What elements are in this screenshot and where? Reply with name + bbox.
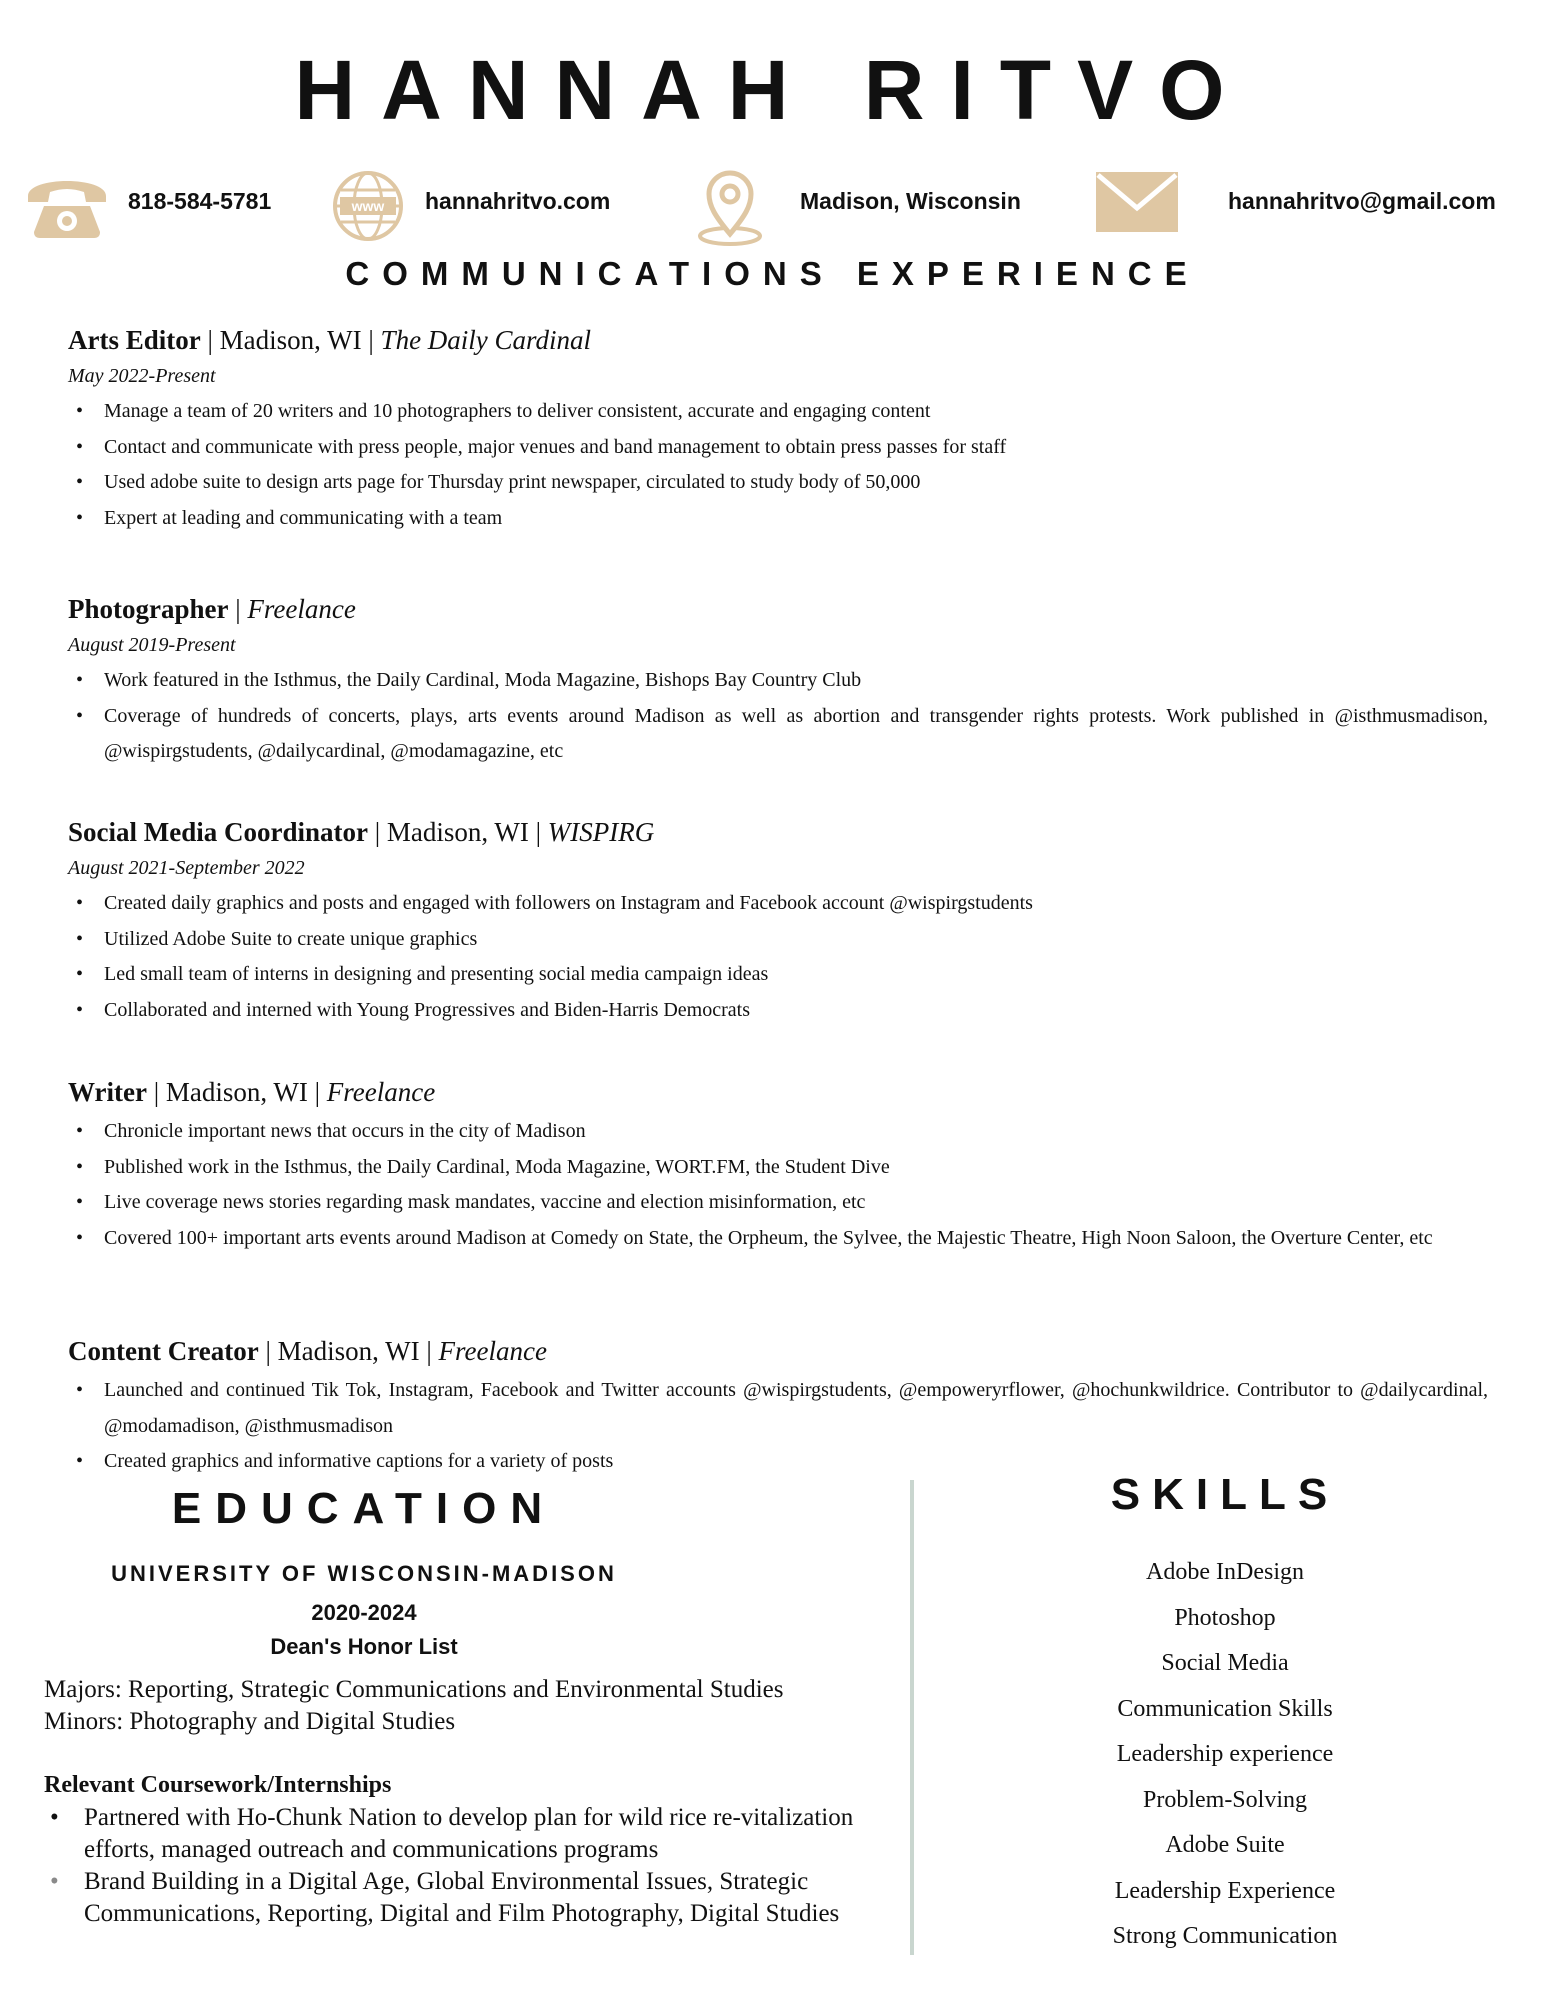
job-bullets bbox=[68, 394, 1488, 536]
list-item: • Manage a team of 20 writers and 10 photographers to deliver consistent, accurate and engaging content bbox=[68, 394, 1488, 430]
section-title-experience: COMMUNICATIONS EXPERIENCE bbox=[345, 255, 1200, 292]
list-item: • Created graphics and informative captions for a variety of posts bbox=[68, 1444, 1488, 1480]
education-years: 2020-2024 bbox=[311, 1600, 417, 1625]
job-role: Social Media Coordinator bbox=[68, 817, 368, 847]
contact-row bbox=[0, 166, 1545, 246]
list-item: • Used adobe suite to design arts page for Thursday print newspaper, circulated to study body of 50,000 bbox=[68, 465, 1488, 501]
job-header bbox=[68, 1074, 1488, 1110]
education-honor: Dean's Honor List bbox=[270, 1634, 458, 1659]
job-bullets bbox=[68, 663, 1488, 770]
job-role: Arts Editor bbox=[68, 325, 201, 355]
job-entry bbox=[68, 322, 1488, 536]
skill-item: Strong Communication bbox=[1112, 1923, 1338, 1949]
job-entry bbox=[68, 814, 1488, 1028]
list-item: • Covered 100+ important arts events around Madison at Comedy on State, the Orpheum, the Sylvee, the Majestic Theatre, High Noon Saloon, the Overture Center, etc bbox=[68, 1221, 1488, 1257]
skill-item: Communication Skills bbox=[1117, 1695, 1333, 1722]
education-majors: Majors: Reporting, Strategic Communications and Environmental Studies bbox=[44, 1676, 784, 1703]
job-bullets bbox=[68, 1114, 1488, 1256]
coursework-heading: Relevant Coursework/Internships bbox=[44, 1772, 392, 1798]
skill-item: Leadership Experience bbox=[1114, 1877, 1336, 1904]
coursework-list bbox=[44, 1802, 894, 1930]
job-header bbox=[68, 322, 1488, 358]
job-header bbox=[68, 814, 1488, 850]
job-bullets bbox=[68, 1373, 1488, 1480]
job-header bbox=[68, 591, 1488, 627]
job-date: May 2022-Present bbox=[68, 365, 216, 387]
list-item: • Led small team of interns in designing and presenting social media campaign ideas bbox=[68, 957, 1488, 993]
list-item: • Collaborated and interned with Young Progressives and Biden-Harris Democrats bbox=[68, 993, 1488, 1029]
list-item: • Coverage of hundreds of concerts, plays, arts events around Madison as well as abortion and transgender rights protests. Work published in @isthmusmadison, @wispirgstudents, @dailycardinal, @modamagazine, etc bbox=[68, 699, 1488, 770]
list-item: • Partnered with Ho-Chunk Nation to develop plan for wild rice re-vitalization efforts, managed outreach and communications programs bbox=[44, 1802, 894, 1866]
list-item: • Created daily graphics and posts and engaged with followers on Instagram and Facebook account @wispirgstudents bbox=[68, 886, 1488, 922]
job-location: | Madison, WI | bbox=[258, 1336, 439, 1366]
job-location: | Madison, WI | bbox=[146, 1077, 327, 1107]
list-item: • Work featured in the Isthmus, the Daily Cardinal, Moda Magazine, Bishops Bay Country Club bbox=[68, 663, 1488, 699]
job-date: August 2021-September 2022 bbox=[68, 857, 305, 879]
contact-website[interactable]: hannahritvo.com bbox=[425, 188, 611, 214]
skill-item: Social Media bbox=[1161, 1650, 1289, 1676]
job-role: Writer bbox=[68, 1077, 147, 1107]
column-divider bbox=[910, 1480, 914, 1955]
section-title-skills: SKILLS bbox=[1110, 1470, 1340, 1519]
skill-item: Photoshop bbox=[1174, 1604, 1276, 1631]
education-minors: Minors: Photography and Digital Studies bbox=[44, 1708, 456, 1735]
job-role: Content Creator bbox=[68, 1336, 259, 1366]
job-location: | Madison, WI | bbox=[200, 325, 381, 355]
list-item: • Utilized Adobe Suite to create unique graphics bbox=[68, 922, 1488, 958]
resume-name: HANNAH RITVO bbox=[294, 43, 1251, 137]
job-org: Freelance bbox=[326, 1077, 436, 1107]
job-role: Photographer bbox=[68, 594, 229, 624]
phone-icon bbox=[22, 166, 112, 246]
job-org: WISPIRG bbox=[547, 817, 655, 847]
skill-item: Leadership experience bbox=[1116, 1741, 1334, 1767]
job-entry bbox=[68, 1333, 1488, 1480]
globe-www-icon bbox=[323, 166, 413, 246]
skills-list bbox=[1060, 1550, 1390, 1960]
job-entry bbox=[68, 1074, 1488, 1256]
envelope-icon bbox=[1092, 166, 1182, 246]
job-bullets bbox=[68, 886, 1488, 1028]
education-section bbox=[44, 1482, 894, 1930]
skill-item: Problem-Solving bbox=[1142, 1786, 1307, 1813]
job-date: August 2019-Present bbox=[68, 634, 236, 656]
list-item: • Brand Building in a Digital Age, Global Environmental Issues, Strategic Communications, Reporting, Digital and Film Photography, Digital Studies bbox=[44, 1866, 894, 1930]
contact-email[interactable]: hannahritvo@gmail.com bbox=[1228, 188, 1496, 214]
section-title-education: EDUCATION bbox=[171, 1484, 557, 1533]
svg-text:www: www bbox=[351, 198, 385, 214]
education-school: UNIVERSITY OF WISCONSIN-MADISON bbox=[111, 1561, 617, 1586]
list-item: • Published work in the Isthmus, the Daily Cardinal, Moda Magazine, WORT.FM, the Student Dive bbox=[68, 1150, 1488, 1186]
list-item: • Contact and communicate with press people, major venues and band management to obtain press passes for staff bbox=[68, 430, 1488, 466]
skill-item: Adobe InDesign bbox=[1146, 1559, 1304, 1585]
job-header bbox=[68, 1333, 1488, 1369]
job-location: | bbox=[228, 594, 248, 624]
contact-location: Madison, Wisconsin bbox=[800, 188, 1021, 214]
map-pin-icon bbox=[685, 166, 775, 246]
skills-section bbox=[1060, 1468, 1390, 1960]
list-item: • Expert at leading and communicating with a team bbox=[68, 501, 1488, 537]
job-org: Freelance bbox=[438, 1336, 547, 1366]
list-item: • Chronicle important news that occurs in the city of Madison bbox=[68, 1114, 1488, 1150]
list-item: • Live coverage news stories regarding mask mandates, vaccine and election misinformation, etc bbox=[68, 1185, 1488, 1221]
list-item: • Launched and continued Tik Tok, Instagram, Facebook and Twitter accounts @wispirgstudents, @empoweryrflower, @hochunkwildrice. Contributor to @dailycardinal, @modamadison, @isthmusmadison bbox=[68, 1373, 1488, 1444]
job-org: Freelance bbox=[247, 594, 356, 624]
job-entry bbox=[68, 591, 1488, 770]
skill-item: Adobe Suite bbox=[1165, 1832, 1285, 1858]
job-location: | Madison, WI | bbox=[367, 817, 548, 847]
job-org: The Daily Cardinal bbox=[380, 325, 592, 355]
contact-phone[interactable]: 818-584-5781 bbox=[128, 188, 272, 214]
